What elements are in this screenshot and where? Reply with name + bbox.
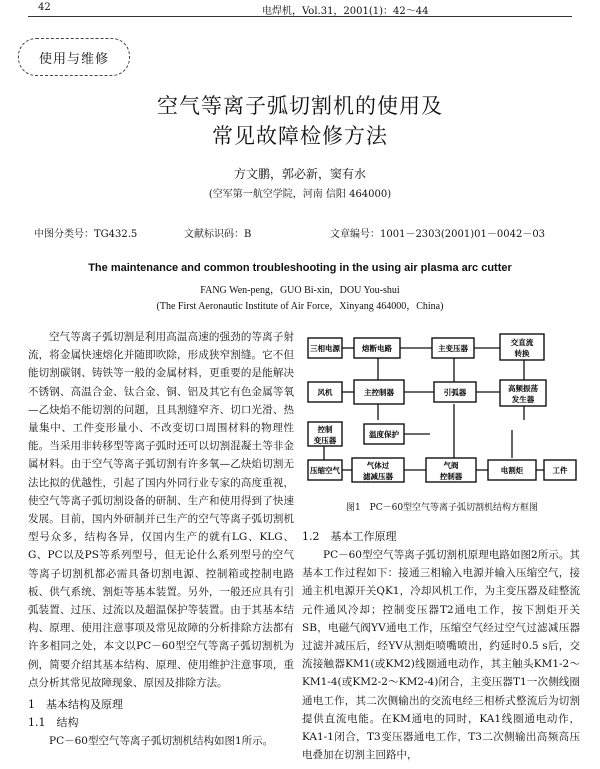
box-main-controller	[354, 380, 404, 404]
box-torch	[488, 460, 536, 480]
box-air-filter-regulator	[352, 458, 404, 482]
diagram-connections	[324, 348, 544, 470]
figure-caption: 图1 PC－60型空气等离子弧切割机结构方框图	[345, 503, 539, 513]
right-column	[302, 528, 580, 764]
box-gas-valve-controller	[426, 458, 476, 482]
label-ctrl-1: 控制	[317, 425, 333, 434]
section-1-1-heading: 1.1 结构	[28, 716, 79, 730]
title-line-1: 空气等离子弧切割机的使用及	[157, 94, 443, 118]
english-title: The maintenance and common troubleshooting in the using air plasma arc cutter	[88, 262, 512, 274]
document-code: 文献标识码：B	[184, 229, 252, 240]
box-arc-starter	[434, 382, 476, 402]
label-torch: 电割炬	[500, 466, 524, 475]
english-affiliation: (The First Aeronautic Institute of Air Force，Xinyang 464000，China)	[156, 301, 444, 312]
section-tag	[18, 38, 130, 76]
header-rule	[28, 16, 572, 17]
box-fan	[308, 382, 342, 402]
structure-block-diagram	[304, 330, 580, 500]
label-hf-2: 发生器	[511, 395, 535, 404]
affiliation: (空军第一航空学院，河南 信阳 464000)	[208, 189, 392, 200]
section-1-heading: 1 基本结构及原理	[28, 698, 123, 712]
label-three-phase: 三相电源	[310, 344, 340, 353]
label-ctrl-2: 变压器	[313, 436, 337, 445]
label-workpiece: 工件	[552, 466, 568, 475]
label-valve-1: 气阀	[443, 461, 459, 470]
box-control-transformer	[308, 422, 342, 446]
page-number: 42	[38, 2, 51, 13]
label-ac-dc: 交直流	[510, 338, 534, 347]
box-temperature-protection	[364, 424, 404, 444]
intro-paragraph: 空气等离子弧切割是利用高温高速的强劲的等离子射流，将金属快速熔化并随即吹除，形成狭窄割缝。它不但能切割碳钢、铸铁等一般的金属材料，更重要的是能解决不锈钢、高温合金、钛合金、铜、铝及其它有色金属等氧—乙炔焰不能切割的问题，且具割缝窄齐、切口光滑、热量集中、工件变形量小、不改变切口周围材料的物理性能。当采用非转移型等离子弧时还可以切割混凝土等非金属材料。由于空气等离子弧切割有许多氧—乙炔焰切割无法比拟的优越性，引起了国内外同行业专家的高度重视，使空气等离子弧切割设备的研制、生产和使用得到了快速发展。目前，国内外研制并已生产的空气等离子弧切割机型号众多，结构各异，仅国内生产的就有LG、KLG、G、PC以及PS等系列型号，但无论什么系列型号的空气等离子切割机都必需具备切割电源、控制箱或控制电路板、供气系统、割炬等基本装置。另外，一般还应具有引弧装置、过压、过流以及超温保护等装置。由于其基本结构、原理、使用注意事项及常见故障的分析排除方法都有许多相同之处，本文以PC－60型空气等离子弧切割机为例，简要介绍其基本结构、原理、使用维护注意事项，重点分析其常见故障现象、原因及排除方法。	[28, 331, 294, 689]
english-authors: FANG Wen-peng，GUO Bi-xin，DOU You-shui	[200, 285, 400, 296]
label-fan: 风机	[317, 388, 333, 397]
box-three-phase-power	[308, 338, 342, 358]
box-compressed-air	[308, 460, 342, 480]
label-compressed-air: 压缩空气	[310, 466, 340, 475]
section-tag-label: 使用与维修	[38, 52, 109, 67]
box-main-transformer	[432, 338, 474, 358]
section-1-2-text: PC－60型空气等离子弧切割机原理电路如图2所示。其基本工作过程如下：接通三相输入电源并输入压缩空气，接通主机电源开关QK1，冷却风机工作，为主变压器及硅整流元件通风冷却；控制变压器T2通电工作，按下割炬开关SB，电磁气阀YV通电工作，压缩空气经过空气过滤减压器过滤并减压后，经YV从割炬喷嘴喷出，约延时0.5 s后，交流接触器KM1(或KM2)线圈通电动作，其主触头KM1-2～KM1-4(或KM2-2～KM2-4)闭合，主变压器T1一次侧线圈通电工作，其二次侧输出的交流电经三相桥式整流后为切割提供直流电能。在KM通电的同时，KA1线圈通电动作，KA1-1闭合，T3变压器通电工作，T3二次侧输出高频高压电叠加在切割主回路中，	[302, 549, 580, 762]
box-workpiece	[544, 460, 576, 480]
box-hf-generator	[500, 380, 546, 406]
label-main-transformer: 主变压器	[438, 344, 468, 353]
section-1-2-heading: 1.2 基本工作原理	[302, 530, 397, 543]
title-line-2: 常见故障检修方法	[212, 124, 388, 148]
left-column	[28, 328, 294, 750]
article-number: 文章编号：1001－2303(2001)01－0042－03	[330, 229, 546, 240]
running-header	[0, 0, 600, 18]
label-hf-1: 高频振荡	[508, 384, 538, 393]
label-valve-2: 控制器	[439, 472, 463, 481]
box-ac-dc-conversion	[500, 334, 544, 360]
label-fuse: 熔断电路	[362, 344, 392, 353]
label-filter-2: 滤减压器	[363, 472, 393, 481]
section-1-1-text: PC－60型空气等离子弧切割机结构如图1所示。	[49, 735, 274, 748]
label-arc-starter: 引弧器	[443, 388, 467, 397]
label-filter-1: 气体过	[366, 461, 390, 470]
authors: 方文鹏，郭必新，窦有水	[233, 167, 366, 181]
clc-number: 中图分类号：TG432.5	[34, 229, 138, 240]
box-fuse-circuit	[354, 338, 400, 358]
label-conversion: 转换	[514, 349, 530, 358]
label-temp-protect: 温度保护	[369, 430, 399, 439]
label-main-controller: 主控制器	[364, 388, 394, 397]
journal-reference: 电焊机，Vol.31，2001(1)：42～44	[262, 6, 429, 17]
